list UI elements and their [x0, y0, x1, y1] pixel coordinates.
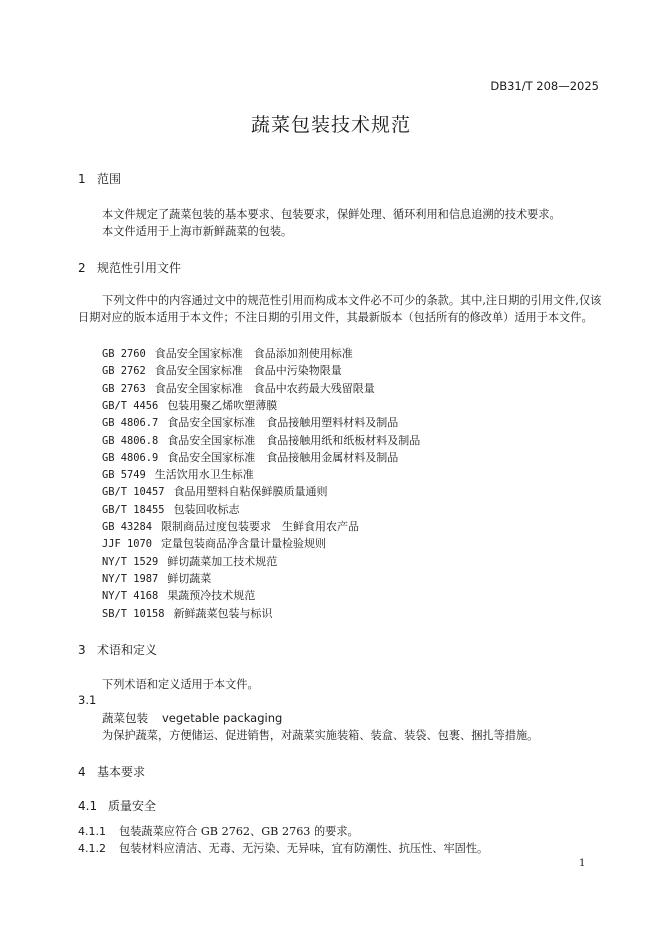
- clause-text: 包装材料应清洁、无毒、无污染、无异味，宜有防潮性、抗压性、牢固性。: [119, 842, 489, 855]
- reference-code: NY/T 1529: [102, 555, 159, 568]
- section-number: 3: [78, 643, 86, 657]
- clause-text: 包装蔬菜应符合 GB 2762、GB 2763 的要求。: [119, 825, 359, 838]
- reference-item: [102, 362, 342, 378]
- scope-paragraph: 本文件规定了蔬菜包装的基本要求、包装要求，保鲜处理、循环利用和信息追溯的技术要求。: [102, 208, 561, 221]
- reference-code: GB/T 4456: [102, 399, 159, 412]
- section-number: 2: [78, 261, 86, 275]
- reference-title: 果蔬预冷技术规范: [167, 589, 256, 603]
- reference-item: [102, 483, 328, 499]
- reference-title: 食品安全国家标准 食品中农药最大残留限量: [154, 381, 375, 395]
- reference-code: GB 4806.7: [102, 417, 159, 430]
- document-title: 蔬菜包装技术规范: [250, 114, 411, 136]
- reference-code: GB/T 18455: [102, 503, 165, 516]
- reference-title: 定量包装商品净含量计量检验规则: [161, 537, 327, 551]
- reference-code: GB 5749: [102, 469, 146, 482]
- clause: [78, 840, 488, 856]
- reference-code: GB 4806.8: [102, 434, 159, 447]
- clause-number: 4.1.2: [78, 842, 106, 855]
- reference-item: [102, 553, 277, 569]
- reference-item: [102, 449, 398, 465]
- reference-code: JJF 1070: [102, 538, 153, 551]
- reference-item: [102, 414, 398, 430]
- term-definition: 为保护蔬菜，方便储运、促进销售，对蔬菜实施装箱、装盒、装袋、包裹、捆扎等措施。: [102, 729, 539, 742]
- reference-title: 食品安全国家标准 食品接触用塑料材料及制品: [167, 416, 399, 430]
- term-name: [102, 710, 282, 726]
- term-en: vegetable packaging: [162, 711, 283, 725]
- reference-item: [102, 345, 353, 361]
- reference-item: [102, 605, 273, 621]
- subsection-heading-quality: [78, 797, 156, 814]
- reference-code: NY/T 1987: [102, 572, 159, 585]
- reference-code: SB/T 10158: [102, 607, 165, 620]
- reference-item: [102, 466, 254, 482]
- reference-title: 食品用塑料自粘保鲜膜质量通则: [173, 485, 328, 499]
- reference-code: GB/T 10457: [102, 486, 165, 499]
- subsection-title: 质量安全: [108, 799, 157, 813]
- reference-title: 包装用聚乙烯吹塑薄膜: [167, 398, 278, 412]
- references-intro: 下列文件中的内容通过文中的规范性引用而构成本文件必不可少的条款。其中,注日期的引用文件,仅该日期对应的版本适用于本文件；不注日期的引用文件，其最新版本（包括所有的修改单）适用于本文件。: [78, 294, 602, 324]
- section-title: 范围: [97, 172, 122, 186]
- section-heading-scope: [78, 170, 121, 187]
- reference-item: [102, 587, 255, 603]
- reference-item: [102, 397, 277, 413]
- reference-title: 食品安全国家标准 食品接触用金属材料及制品: [167, 450, 399, 464]
- section-heading-references: [78, 259, 181, 276]
- section-heading-basic-requirements: [78, 763, 145, 780]
- reference-title: 鲜切蔬菜: [167, 571, 212, 585]
- reference-item: [102, 535, 326, 551]
- term-number: 3.1: [78, 693, 97, 707]
- reference-title: 生活饮用水卫生标准: [154, 468, 254, 482]
- scope-paragraph: 本文件适用于上海市新鲜蔬菜的包装。: [102, 225, 293, 238]
- reference-title: 食品安全国家标准 食品添加剂使用标准: [154, 347, 353, 360]
- reference-title: 食品安全国家标准 食品接触用纸和纸板材料及制品: [167, 433, 421, 447]
- section-number: 4: [78, 765, 86, 779]
- section-heading-terms: [78, 641, 157, 658]
- clause: [78, 823, 359, 839]
- reference-title: 鲜切蔬菜加工技术规范: [167, 554, 278, 568]
- section-number: 1: [78, 172, 86, 186]
- reference-code: GB 43284: [102, 521, 153, 533]
- reference-code: GB 2760: [102, 348, 146, 360]
- reference-item: [102, 518, 359, 534]
- clause-number: 4.1.1: [78, 825, 106, 838]
- reference-code: GB 4806.9: [102, 451, 159, 464]
- reference-item: [102, 501, 240, 517]
- page-number: 1: [579, 858, 586, 869]
- reference-title: 食品安全国家标准 食品中污染物限量: [154, 364, 342, 378]
- subsection-number: 4.1: [78, 799, 98, 813]
- section-title: 基本要求: [97, 765, 146, 779]
- reference-code: GB 2762: [102, 365, 146, 378]
- reference-item: [102, 570, 211, 586]
- section-title: 规范性引用文件: [97, 261, 182, 275]
- reference-title: 新鲜蔬菜包装与标识: [173, 606, 273, 620]
- reference-code: GB 2763: [102, 382, 146, 395]
- reference-item: [102, 380, 375, 396]
- term-cn: 蔬菜包装: [102, 711, 148, 725]
- reference-title: 包装回收标志: [173, 502, 240, 516]
- reference-title: 限制商品过度包装要求 生鲜食用农产品: [161, 520, 360, 533]
- section-title: 术语和定义: [97, 643, 158, 657]
- terms-intro: 下列术语和定义适用于本文件。: [102, 678, 259, 691]
- reference-code: NY/T 4168: [102, 590, 159, 603]
- std-code: DB31/T 208—2025: [490, 79, 599, 93]
- reference-item: [102, 432, 420, 448]
